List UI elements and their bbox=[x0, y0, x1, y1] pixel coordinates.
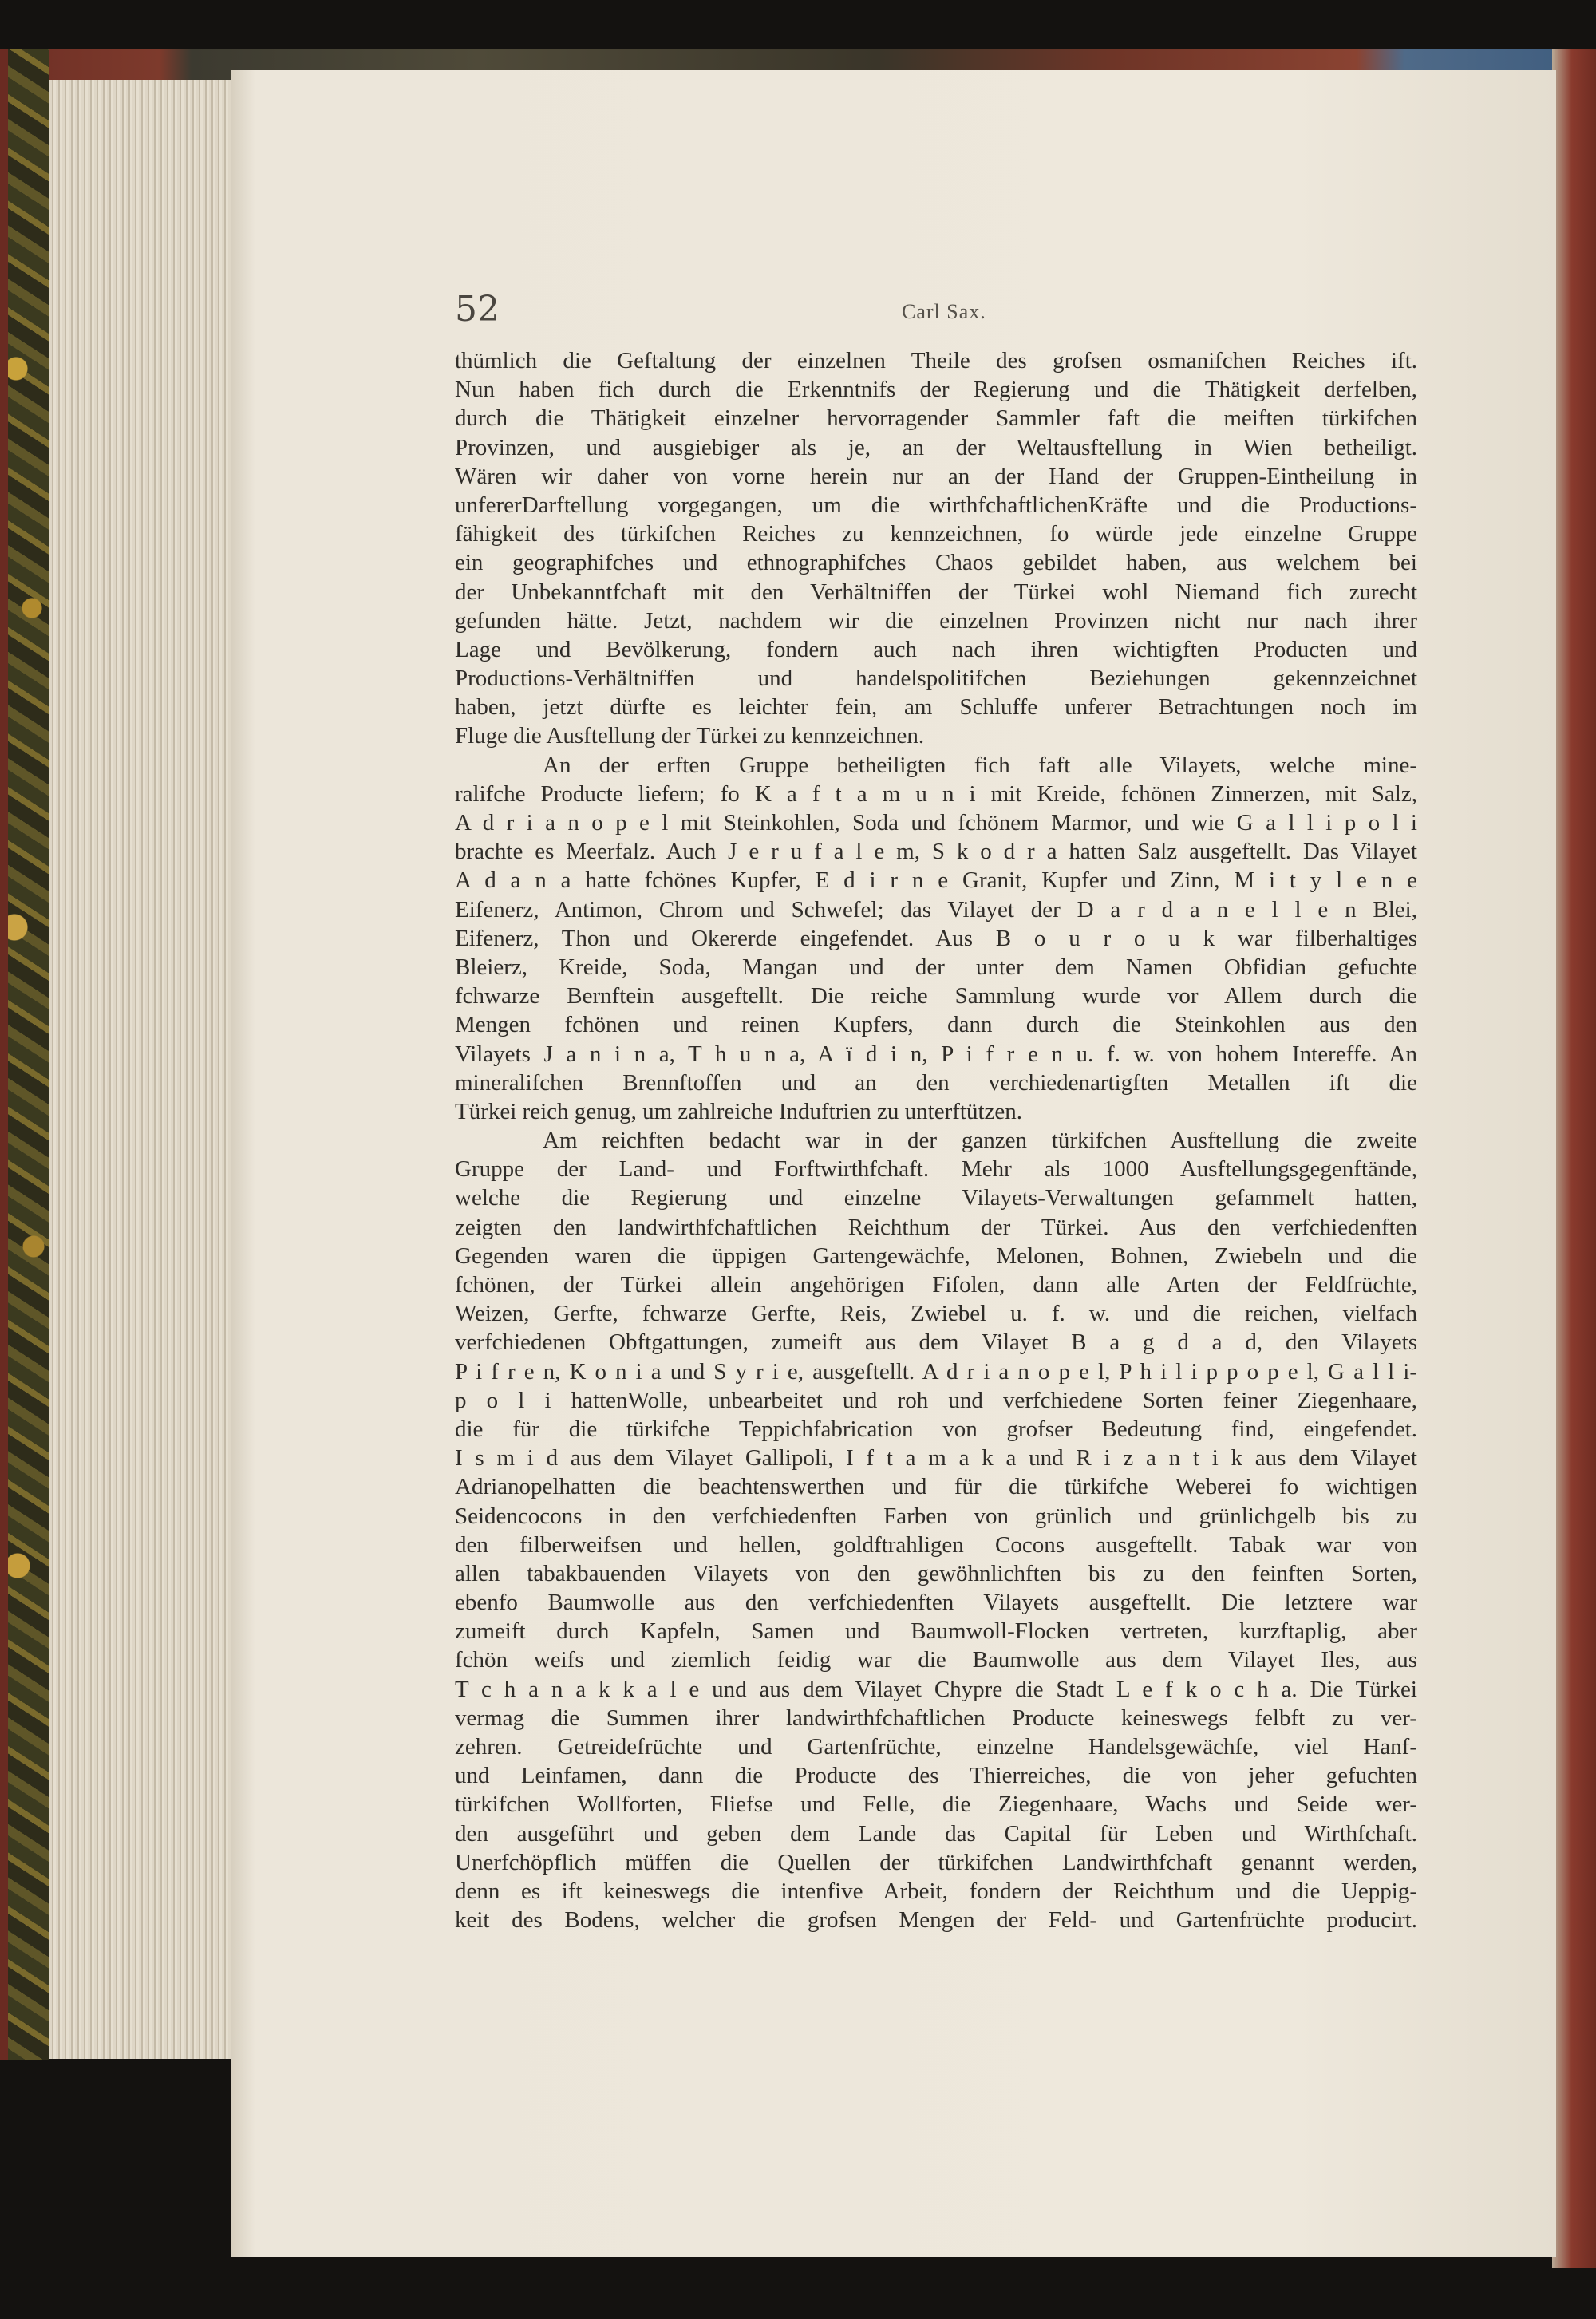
book-spine-edge bbox=[0, 49, 8, 2060]
text-line: Seidencocons in den verfchiedenften Farben von grünlich und grünlichgelb bis zu bbox=[455, 1503, 1417, 1529]
text-line: den filberweifsen und hellen, goldftrahligen Cocons ausgeftellt. Tabak war von bbox=[455, 1531, 1417, 1558]
text-line: zehren. Getreidefrüchte und Gartenfrüchte, einzelne Handelsgewächfe, viel Hanf- bbox=[455, 1734, 1417, 1760]
text-line: den ausgeführt und geben dem Lande das Capital für Leben und Wirthfchaft. bbox=[455, 1820, 1417, 1847]
text-line: und Leinfamen, dann die Producte des Thierreiches, die von jeher gefuchten bbox=[455, 1763, 1417, 1789]
text-line: fähigkeit des türkifchen Reiches zu kennzeichnen, fo würde jede einzelne Gruppe bbox=[455, 521, 1417, 547]
text-line: allen tabakbauenden Vilayets von den gewöhnlichften bis zu den feinften Sorten, bbox=[455, 1560, 1417, 1586]
text-line: A d a n a hatte fchönes Kupfer, E d i r n e Granit, Kupfer und Zinn, M i t y l e n e bbox=[455, 867, 1417, 894]
text-line: zeigten den landwirthfchaftlichen Reichthum der Türkei. Aus den verfchiedenften bbox=[455, 1214, 1417, 1240]
text-line: Unerfchöpflich müffen die Quellen der türkifchen Landwirthfchaft genannt werden, bbox=[455, 1849, 1417, 1875]
text-line: verfchiedenen Obftgattungen, zumeift aus dem Vilayet B a g d a d, den Vilayets bbox=[455, 1329, 1417, 1356]
text-line: A d r i a n o p e l mit Steinkohlen, Soda und fchönem Marmor, und wie G a l l i p o l i bbox=[455, 810, 1417, 836]
running-head bbox=[455, 289, 1492, 337]
text-line: keit des Bodens, welcher die grofsen Mengen der Feld- und Gartenfrüchte producirt. bbox=[455, 1907, 1417, 1934]
text-line: Weizen, Gerfte, fchwarze Gerfte, Reis, Zwiebel u. f. w. und die reichen, vielfach bbox=[455, 1301, 1417, 1327]
text-line: türkifchen Wollforten, Fliefse und Felle, die Ziegenhaare, Wachs und Seide wer- bbox=[455, 1792, 1417, 1818]
text-line: p o l i hattenWolle, unbearbeitet und roh und verfchiedene Sorten feiner Ziegenhaare, bbox=[455, 1387, 1417, 1413]
text-line: Eifenerz, Antimon, Chrom und Schwefel; das Vilayet der D a r d a n e l l e n Blei, bbox=[455, 896, 1417, 922]
text-line: Nun haben fich durch die Erkenntnifs der Regierung und die Thätigkeit derfelben, bbox=[455, 377, 1417, 403]
running-title: Carl Sax. bbox=[902, 300, 986, 323]
text-line: Gegenden waren die üppigen Gartengewächfe, Melonen, Bohnen, Zwiebeln und die bbox=[455, 1242, 1417, 1269]
body-text bbox=[455, 346, 1417, 1934]
text-line: I s m i d aus dem Vilayet Gallipoli, I f t a m a k a und R i z a n t i k aus dem Vilayet bbox=[455, 1445, 1417, 1472]
text-line: Bleierz, Kreide, Soda, Mangan und der unter dem Namen Obfidian gefuchte bbox=[455, 954, 1417, 980]
text-line: unfererDarftellung vorgegangen, um die wirthfchaftlichenKräfte und die Productions- bbox=[455, 492, 1417, 518]
text-line: Gruppe der Land- und Forftwirthfchaft. Mehr als 1000 Ausftellungsgegenftände, bbox=[455, 1156, 1417, 1183]
text-line: mineralifchen Brennftoffen und an den verchiedenartigften Metallen ift die bbox=[455, 1069, 1417, 1096]
text-line: gefunden hätte. Jetzt, nachdem wir die einzelnen Provinzen nicht nur nach ihrer bbox=[455, 607, 1417, 634]
text-line: Provinzen, und ausgiebiger als je, an der Weltausftellung in Wien betheiligt. bbox=[455, 434, 1417, 460]
text-line: ralifche Producte liefern; fo K a f t a m u n i mit Kreide, fchönen Zinnerzen, mit Salz, bbox=[455, 780, 1417, 807]
book-cover-right-edge bbox=[1552, 49, 1596, 2268]
text-line: Eifenerz, Thon und Okererde eingefendet. Aus B o u r o u k war filberhaltiges bbox=[455, 925, 1417, 951]
text-line: fchönen, der Türkei allein angehörigen Fifolen, dann alle Arten der Feldfrüchte, bbox=[455, 1272, 1417, 1298]
text-line: ein geographifches und ethnographifches Chaos gebildet haben, aus welchem bei bbox=[455, 550, 1417, 576]
text-line: Adrianopelhatten die beachtenswerthen und für die türkifche Weberei fo wichtigen bbox=[455, 1474, 1417, 1500]
text-line: die für die türkifche Teppichfabrication von grofser Bedeutung find, eingefendet. bbox=[455, 1416, 1417, 1442]
text-line: P i f r e n, K o n i a und S y r i e, ausgeftellt. A d r i a n o p e l, P h i l i p p o p e l, G a l l i- bbox=[455, 1358, 1417, 1385]
text-line: Türkei reich genug, um zahlreiche Induftrien zu unterftützen. bbox=[455, 1098, 1022, 1124]
text-line: Fluge die Ausftellung der Türkei zu kennzeichnen. bbox=[455, 723, 925, 749]
text-line: Wären wir daher von vorne herein nur an der Hand der Gruppen-Eintheilung in bbox=[455, 463, 1417, 489]
page-stack-edges bbox=[49, 80, 249, 2059]
text-line: durch die Thätigkeit einzelner hervorragender Sammler faft die meiften türkifchen bbox=[455, 405, 1417, 432]
text-line: Mengen fchönen und reinen Kupfers, dann durch die Steinkohlen aus den bbox=[455, 1012, 1417, 1038]
text-line: Productions-Verhältniffen und handelspolitifchen Beziehungen gekennzeichnet bbox=[455, 666, 1417, 692]
page-number: 52 bbox=[455, 289, 500, 330]
text-line: T c h a n a k k a l e und aus dem Vilayet Chypre die Stadt L e f k o c h a. Die Türkei bbox=[455, 1676, 1417, 1702]
text-line: Lage und Bevölkerung, fondern auch nach ihren wichtigften Producten und bbox=[455, 636, 1417, 662]
text-line: vermag die Summen ihrer landwirthfchaftlichen Producte keineswegs felbft zu ver- bbox=[455, 1705, 1417, 1731]
text-line: welche die Regierung und einzelne Vilayets-Verwaltungen gefammelt hatten, bbox=[455, 1185, 1417, 1211]
text-line: denn es ift keineswegs die intenfive Arbeit, fondern der Reichthum und die Ueppig- bbox=[455, 1878, 1417, 1904]
text-line: ebenfo Baumwolle aus den verfchiedenften Vilayets ausgeftellt. Die letztere war bbox=[455, 1590, 1417, 1616]
text-line: brachte es Meerfalz. Auch J e r u f a l e m, S k o d r a hatten Salz ausgeftellt. Das Vilayet bbox=[455, 839, 1417, 865]
text-line: fchön weifs und ziemlich feidig war die Baumwolle aus dem Vilayet Iles, aus bbox=[455, 1647, 1417, 1673]
text-line: Am reichften bedacht war in der ganzen türkifchen Ausftellung die zweite bbox=[543, 1128, 1417, 1154]
text-line: haben, jetzt dürfte es leichter fein, am Schluffe unferer Betrachtungen noch im bbox=[455, 694, 1417, 721]
text-line: thümlich die Geftaltung der einzelnen Theile des grofsen osmanifchen Reiches ift. bbox=[455, 348, 1417, 373]
text-line: fchwarze Bernftein ausgeftellt. Die reiche Sammlung wurde vor Allem durch die bbox=[455, 983, 1417, 1009]
text-line: der Unbekanntfchaft mit den Verhältniffen der Türkei wohl Niemand fich zurecht bbox=[455, 579, 1417, 605]
text-line: An der erften Gruppe betheiligten fich faft alle Vilayets, welche mine- bbox=[543, 752, 1417, 778]
text-line: zumeift durch Kapfeln, Samen und Baumwoll-Flocken vertreten, kurzftaplig, aber bbox=[455, 1618, 1417, 1645]
text-line: Vilayets J a n i n a, T h u n a, A ï d i n, P i f r e n u. f. w. von hohem Intereffe. An bbox=[455, 1041, 1417, 1067]
